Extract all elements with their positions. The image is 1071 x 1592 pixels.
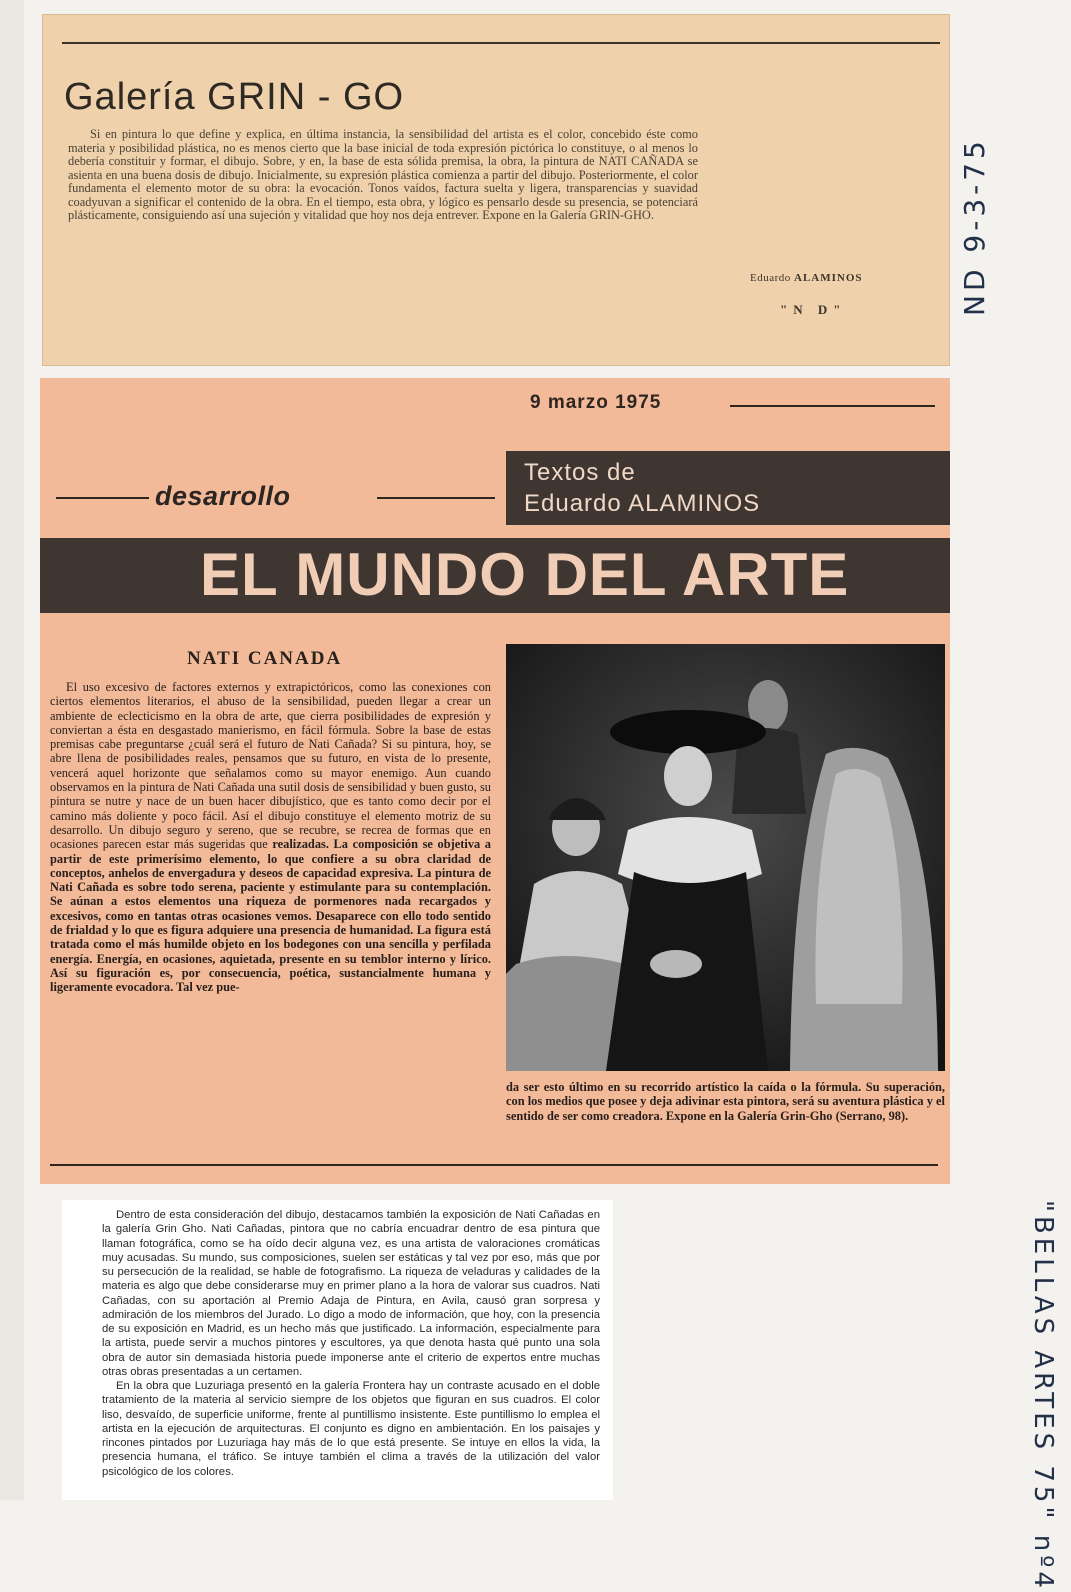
clipping-body bbox=[102, 1208, 600, 1479]
author-first-name: Eduardo bbox=[750, 272, 791, 284]
article-column-left bbox=[50, 680, 491, 995]
newspaper-clipping-nd bbox=[42, 14, 950, 366]
article-column-left-part-2: realizadas. La composición se objetiva a partir de este primerísimo elemento, lo que confiere a su obra claridad de conceptos, anhelos de envergadura y deseos de capacidad expresiva. La pintura de Nati Cañada es sobre todo serena, paciente y estimulante para su contemplación. Se aúnan a estos elementos una riqueza de pormenores nada recargados y excesivos, como en tantas otras ocasiones vemos. Desaparece con ello todo sentido de frialdad y lo que es figura adquiere una presencia de humanidad. La figura está tratada como el más humilde objeto en los bodegones con una sencilla y perfilada energía. Energía, en ocasiones, aquietada, presente en su temblor interno y lírico. Así su figuración es, por consecuencia, poética, sustancialmente humana y ligeramente evocadora. Tal vez pue- bbox=[50, 837, 492, 995]
clipping-body: Si en pintura lo que define y explica, en última instancia, la sensibilidad del artista es el color, concebido éste como materia y posibilidad plástica, no es menos cierto que la base inicial de toda expresión pictórica lo constituye, o al menos lo debería constituir y formar, el dibujo. Sobre, y en, la base de esta sólida premisa, la obra, la pintura de NATI CAÑADA se asienta en una buena dosis de dibujo. Inicialmente, su expresión plástica comienza a partir del dibujo. Posteriormente, el color fundamenta el elemento motor de su obra: la evocación. Tonos vaídos, factura suelta y ligera, transparencias y suavidad coadyuvan a significar el contenido de la obra. En el tiempo, esta obra, y lógico es pensarlo desde su presencia, se potenciará plásticamente, consiguiendo así una sujeción y vitalidad que hoy nos deja entrever. Expone en la Galería GRIN-GHO. bbox=[68, 127, 698, 222]
article-column-left-part-1: El uso excesivo de factores externos y extrapictóricos, como las conexiones con ciertos elementos literarios, el abuso de la sensibilidad, pueden llegar a crear un ambiente de eclecticismo en la obra de arte, que cierra posibilidades de expresión y conviertan a ésta en desgastado manierismo, en fácil fórmula. Sobre la base de estas premisas cabe preguntarse ¿cuál será el futuro de Nati Cañada? Si su pintura, hoy, se abre llena de posibilidades reales, pensamos que su futuro, en vista de lo presente, vencerá aquel horizonte que señalamos como su mayor enemigo. Aun cuando observamos en la pintura de Nati Cañada una sutil dosis de sensibilidad y buen gusto, su pintura se nutre y nace de un buen hacer dibujístico, que es tanto como decir por el camino más doliente y poco fácil. Así el dibujo constituye el elemento motriz de su desarrollo. Un dibujo seguro y sereno, que se recubre, se recrea de formas que en ocasiones parecen estar más sugeridas que bbox=[50, 680, 491, 852]
clipping-title: Galería GRIN - GO bbox=[64, 76, 405, 118]
section-name: desarrollo bbox=[155, 481, 291, 511]
headline-banner bbox=[40, 538, 950, 613]
byline-box bbox=[506, 451, 950, 525]
paragraph: En la obra que Luzuriaga presentó en la galería Frontera hay un contraste acusado en el doble tratamiento de la materia al servicio siempre de los objetos que figuran en sus cuadros. El color liso, desvaído, de superficie uniforme, frente al puntillismo insistente. Este puntillismo lo emplea el artista en la ejecución de arquitecturas. El conjunto es digno en ambientación. En los paisajes y rincones pintados por Luzuriaga hay más de lo que está presente. Se intuye en ellos la vida, la presencia humana, el tráfico. Se intuye también el clima a través de la utilización del valor psicológico de los colores. bbox=[102, 1380, 600, 1478]
section-rule-left bbox=[56, 497, 149, 499]
woman-center-head bbox=[664, 746, 712, 806]
section-rule-right bbox=[377, 497, 495, 499]
newspaper-clipping-desarrollo bbox=[40, 378, 950, 1184]
newspaper-clipping-bellas-artes bbox=[62, 1200, 613, 1500]
article-title: NATI CANADA bbox=[187, 648, 343, 669]
author-last-name: ALAMINOS bbox=[794, 272, 863, 284]
handwritten-note-source: "BELLAS ARTES 75" nº4 bbox=[1028, 1200, 1058, 1592]
source-label: "N D" bbox=[780, 302, 847, 317]
issue-date: 9 marzo 1975 bbox=[530, 392, 662, 413]
headline: EL MUNDO DEL ARTE bbox=[200, 541, 850, 608]
painting-photo bbox=[506, 644, 945, 1071]
scrapbook-page-edge bbox=[0, 0, 24, 1500]
date-rule bbox=[730, 405, 935, 407]
article-column-right: da ser esto último en su recorrido artístico la caída o la fórmula. Su superación, con los medios que posee y deja adivinar esta pintora, será su aventura plástica y el sentido de ser como creadora. Expone en la Galería Grin-Gho (Serrano, 98). bbox=[506, 1080, 945, 1123]
byline-line-1: Textos de bbox=[524, 459, 636, 486]
top-rule bbox=[62, 42, 940, 44]
painting-illustration bbox=[506, 644, 945, 1071]
byline-line-2: Eduardo ALAMINOS bbox=[524, 490, 761, 517]
paragraph: Dentro de esta consideración del dibujo, destacamos también la exposición de Nati Cañadas en la galería Grin Gho. Nati Cañadas, pintora que no cabría encuadrar dentro de esa pintura que llaman fotográfica, como se ha oído decir alguna vez, es una artista de valoraciones cromáticas muy acusadas. Su mundo, sus composiciones, suelen ser estáticas y tal vez por eso, más que por su persecución de la realidad, se hable de fotografismo. La riqueza de veladuras y calidades de la materia es algo que debe considerarse muy en primer plano a la hora de valorar sus cuadros. Nati Cañadas, con su aportación al Premio Adaja de Pintura, en Avila, causó gran sorpresa y admiración de los miembros del Jurado. Lo digo a modo de información, que hoy, con la presencia de su exposición en Madrid, es un hecho más que justificado. La información, especialmente para la artista, puede servir a muchos pintores y escultores, ya que denota hasta qué punto una sola obra de autor sin demasiada historia puede imponerse ante el criterio de expertos entre muchas otras obras presentadas a un certamen. bbox=[102, 1209, 600, 1378]
author-signature bbox=[750, 272, 863, 284]
footer-rule bbox=[50, 1164, 938, 1166]
handwritten-note-date: ND 9-3-75 bbox=[958, 137, 991, 316]
